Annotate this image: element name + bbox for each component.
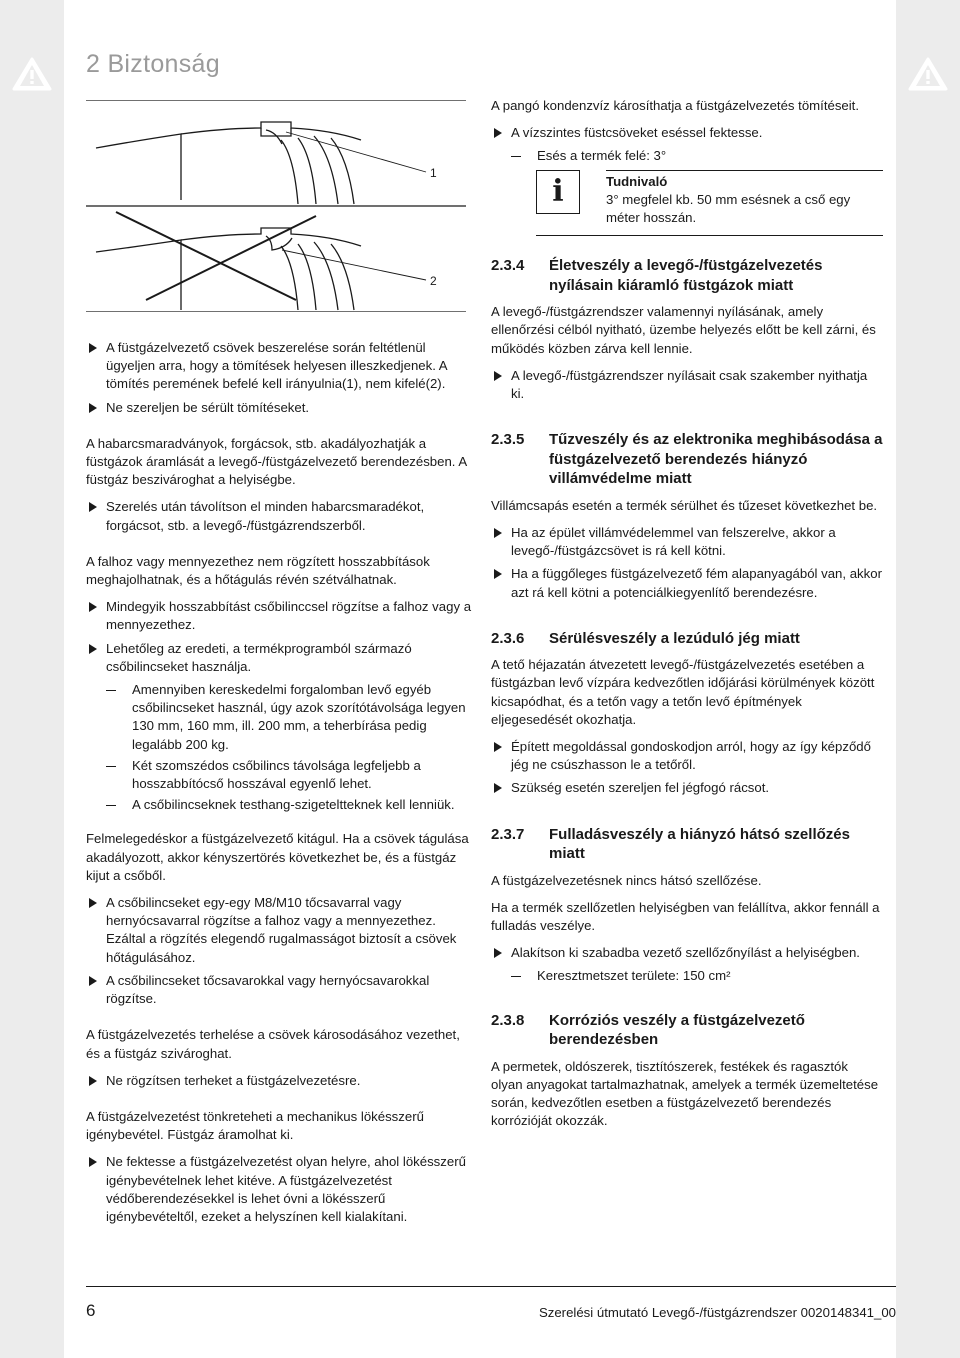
paragraph: Ha a termék szellőzetlen helyiségben van felállítva, akkor fennáll a fulladás veszélye. bbox=[491, 899, 880, 934]
bullet-item: A füstgázelvezető csövek beszerelése során feltétlenül ügyeljen arra, hogy a tömítések helyesen illeszkedjenek. A tömítés peremének befelé kell irányulnia(1), nem kifelé(2). bbox=[86, 339, 472, 394]
paragraph: A tető héjazatán átvezetett levegő-/füstgázelvezetés esetében a füstgázban levő vízpára kedvezőtlen időjárási körülmények között kicsapódhat, és a tetőn vagy a tetőn levő építmények eljegesedését okozhatja. bbox=[491, 657, 875, 727]
footer-divider bbox=[86, 1286, 896, 1287]
bullet-item: Ha a függőleges füstgázelvezető fém alapanyagából van, akkor azt rá kell kötni a potenciálkiegyenlítő berendezésre. bbox=[491, 565, 883, 601]
paragraph: A permetek, oldószerek, tisztítószerek, festékek és ragasztók olyan anyagokat tartalmazhatnak, amelyek a termék üzemeltetése során, kedvezőtlen esetben a füstgázelvezető berendezés korrózióját okozzák. bbox=[491, 1058, 879, 1129]
bullet-item: A csőbilincseket tőcsavarokkal vagy hernyócsavarokkal rögzítse. bbox=[86, 972, 472, 1008]
bullet-item: Ne szereljen be sérült tömítéseket. bbox=[86, 399, 472, 417]
section-number: 2.3.7 bbox=[491, 825, 525, 843]
bullet-item: A vízszintes füstcsöveket eséssel fektesse. bbox=[491, 124, 883, 142]
bullet-item: Ne rögzítsen terheket a füstgázelvezetésre. bbox=[86, 1072, 472, 1090]
bullet-item: Alakítson ki szabadba vezető szellőzőnyílást a helyiségben. bbox=[491, 944, 883, 962]
paragraph: A füstgázelvezetés terhelése a csövek károsodásához vezethet, és a füstgáz szivároghat. bbox=[86, 1027, 460, 1061]
bullet-item: Épített megoldással gondoskodjon arról, hogy az így képződő jég ne csúszhasson le a tetőről. bbox=[491, 738, 883, 774]
section-number: 2.3.6 bbox=[491, 629, 525, 647]
note-box bbox=[536, 170, 883, 237]
figure-callout-2: 2 bbox=[430, 274, 437, 288]
section-heading bbox=[491, 825, 883, 864]
bullet-item: Ne fektesse a füstgázelvezetést olyan helyre, ahol lökésszerű igénybevételnek lehet kitéve. A füstgázelvezetést védőberendezésekkel is lehet óvni a lökésszerű igénybevételtől, ezeket a helyszínen kell kialakítani. bbox=[86, 1153, 472, 1226]
paragraph: Villámcsapás esetén a termék sérülhet és tűzeset következhet be. bbox=[491, 497, 878, 513]
figure-callout-1: 1 bbox=[430, 166, 437, 180]
paragraph: Felmelegedéskor a füstgázelvezető kitágul. Ha a csövek tágulása akadályozott, akkor kényszertörés következhet be, és a füstgáz kijut a csőből. bbox=[86, 831, 469, 883]
paragraph: A pangó kondenzvíz károsíthatja a füstgázelvezetés tömítéseit. bbox=[491, 98, 860, 113]
page-number: 6 bbox=[86, 1301, 96, 1320]
paragraph: A levegő-/füstgázrendszer valamennyi nyílásának, amely ellenőrzési célból nyitható, üzembe helyezés előtt be kell zárni, és működés közben zárva kell lennie. bbox=[491, 304, 876, 356]
bullet-item: A levegő-/füstgázrendszer nyílásait csak szakember nyithatja ki. bbox=[491, 367, 883, 403]
dash-item: Keresztmetszet területe: 150 cm² bbox=[491, 967, 883, 985]
bullet-item: A csőbilincseket egy-egy M8/M10 tőcsavarral vagy hernyócsavarral rögzítse a falhoz vagy a mennyezethez. Ezáltal a rögzítés elegendő rugalmasságot biztosít a csövek hőtágulásához. bbox=[86, 894, 472, 967]
section-heading bbox=[491, 256, 883, 295]
section-heading bbox=[491, 629, 883, 649]
gasket-illustration bbox=[86, 100, 466, 312]
section-heading-text: Életveszély a levegő-/füstgázelvezetés nyílásain kiáramló füstgázok miatt bbox=[549, 257, 823, 294]
gasket-figure bbox=[86, 100, 466, 312]
section-heading bbox=[491, 1011, 883, 1050]
section-number: 2.3.8 bbox=[491, 1011, 525, 1029]
dash-item: A csőbilincseknek testhang-szigeteltteknek kell lenniük. bbox=[86, 796, 472, 814]
info-icon: i bbox=[536, 170, 580, 214]
section-number: 2.3.5 bbox=[491, 431, 525, 449]
bullet-item: Szerelés után távolítson el minden habarcsmaradékot, forgácsot, stb. a levegő-/füstgázrendszerből. bbox=[86, 498, 472, 534]
section-heading-text: Fulladásveszély a hiányzó hátsó szellőzés miatt bbox=[549, 825, 850, 863]
bullet-item: Szükség esetén szereljen fel jégfogó rácsot. bbox=[491, 779, 883, 797]
section-heading-text: Sérülésveszély a lezúduló jég miatt bbox=[549, 629, 800, 647]
note-title: Tudnivaló bbox=[606, 170, 883, 191]
left-margin-band bbox=[0, 0, 64, 1358]
warning-triangle-icon bbox=[12, 56, 52, 92]
left-column bbox=[86, 339, 472, 1231]
paragraph: A habarcsmaradványok, forgácsok, stb. akadályozhatják a füstgázok áramlását a levegő-/füstgázelvezető berendezésben. A füstgáz beszivároghat a helyiségbe. bbox=[86, 435, 467, 488]
footer-document-title: Szerelési útmutató Levegő-/füstgázrendszer 0020148341_00 bbox=[538, 1305, 896, 1320]
section-heading bbox=[491, 430, 883, 489]
bullet-item: Ha az épület villámvédelemmel van felszerelve, akkor a levegő-/füstgázcsövet is rá kell kötni. bbox=[491, 524, 883, 560]
warning-triangle-icon bbox=[908, 56, 948, 92]
dash-item: Esés a termék felé: 3° bbox=[491, 147, 883, 165]
bullet-item: Lehetőleg az eredeti, a termékprogramból származó csőbilincseket használja. bbox=[86, 640, 472, 676]
section-heading-text: Korróziós veszély a füstgázelvezető berendezésben bbox=[549, 1011, 805, 1049]
right-margin-band bbox=[896, 0, 960, 1358]
section-title: 2 Biztonság bbox=[86, 50, 220, 78]
dash-item: Két szomszédos csőbilincs távolsága legfeljebb a hosszabbítócső hosszával egyenlő lehet. bbox=[86, 757, 472, 793]
paragraph: A füstgázelvezetést tönkreteheti a mechanikus lökésszerű igénybevétel. Füstgáz áramolhat ki. bbox=[86, 1108, 424, 1143]
paragraph: A füstgázelvezetésnek nincs hátsó szellőzése. bbox=[491, 872, 762, 888]
right-column bbox=[491, 97, 883, 1140]
section-heading-text: Tűzveszély és az elektronika meghibásodása a füstgázelvezető berendezés hiányzó villámvédelme miatt bbox=[549, 431, 883, 488]
dash-item: Amennyiben kereskedelmi forgalomban levő egyéb csőbilincseket használ, úgy azok szorítótávolsága legyen 130 mm, 160 mm, ill. 200 mm, a teherbírása pedig legalább 200 kg. bbox=[86, 681, 472, 754]
note-text: 3° megfelel kb. 50 mm esésnek a cső egy méter hosszán. bbox=[606, 191, 851, 226]
paragraph: A falhoz vagy mennyezethez nem rögzített hosszabbítások meghajolhatnak, és a hőtágulás révén szétválhatnak. bbox=[86, 553, 430, 588]
bullet-item: Mindegyik hosszabbítást csőbilinccsel rögzítse a falhoz vagy a mennyezethez. bbox=[86, 598, 472, 634]
section-number: 2.3.4 bbox=[491, 257, 525, 275]
